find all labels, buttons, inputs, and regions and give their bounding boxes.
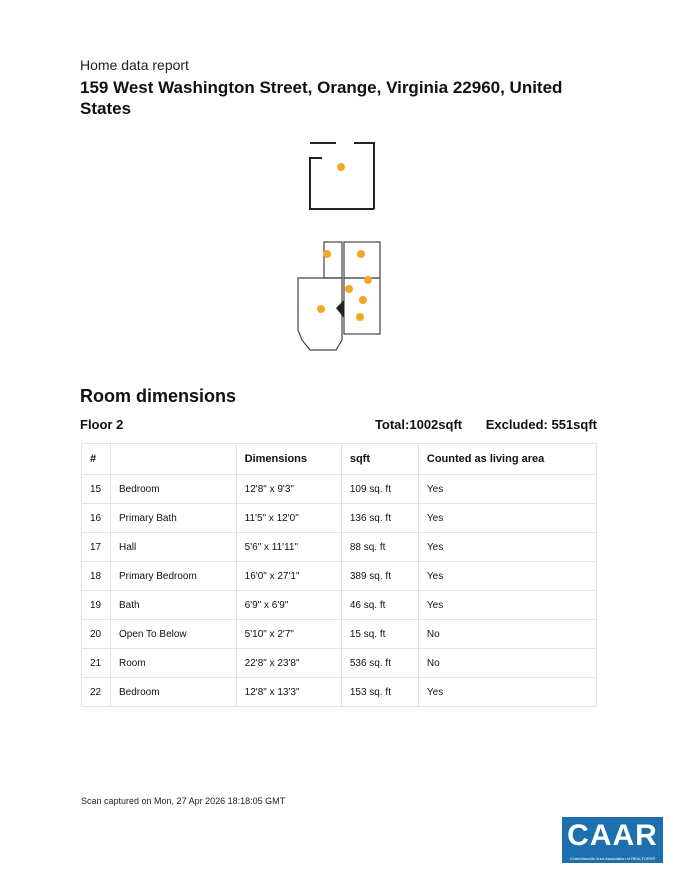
- cell-living-area: Yes: [418, 591, 596, 620]
- room-dimensions-heading: Room dimensions: [80, 386, 237, 406]
- logo-text: CAAR: [567, 819, 658, 852]
- cell-room-name: Open To Below: [111, 620, 237, 649]
- cell-dimensions: 5'10" x 2'7": [236, 620, 341, 649]
- cell-number: 16: [82, 504, 111, 533]
- room-marker-21: [337, 163, 345, 171]
- property-address: 159 West Washington Street, Orange, Virginia 22960, United States: [80, 78, 563, 118]
- cell-dimensions: 5'6" x 11'11": [236, 533, 341, 562]
- cell-room-name: Room: [111, 649, 237, 678]
- cell-room-name: Bedroom: [111, 678, 237, 707]
- room-marker-17: [345, 285, 353, 293]
- caar-logo: [562, 817, 663, 863]
- cell-room-name: Bedroom: [111, 475, 237, 504]
- cell-living-area: No: [418, 649, 596, 678]
- cell-sqft: 15 sq. ft: [341, 620, 418, 649]
- room-marker-20: [359, 296, 367, 304]
- table-row: [82, 533, 597, 562]
- table-row: [82, 562, 597, 591]
- cell-room-name: Bath: [111, 591, 237, 620]
- table-row: [82, 591, 597, 620]
- cell-living-area: Yes: [418, 562, 596, 591]
- cell-dimensions: 11'5" x 12'0": [236, 504, 341, 533]
- cell-number: 22: [82, 678, 111, 707]
- floor-plan: [290, 140, 400, 360]
- cell-sqft: 46 sq. ft: [341, 591, 418, 620]
- table-row: [82, 475, 597, 504]
- cell-living-area: Yes: [418, 504, 596, 533]
- cell-dimensions: 12'8" x 13'3": [236, 678, 341, 707]
- column-header-room: [111, 444, 237, 475]
- column-header-dimensions: Dimensions: [236, 444, 341, 475]
- cell-room-name: Primary Bedroom: [111, 562, 237, 591]
- cell-living-area: Yes: [418, 533, 596, 562]
- table-row: [82, 649, 597, 678]
- cell-dimensions: 12'8" x 9'3": [236, 475, 341, 504]
- column-header-number: #: [82, 444, 111, 475]
- room-marker-19: [364, 276, 372, 284]
- report-subtitle: Home data report: [80, 57, 189, 73]
- room-marker-22: [356, 313, 364, 321]
- room-marker-16: [323, 250, 331, 258]
- cell-number: 17: [82, 533, 111, 562]
- table-header-row: [82, 444, 597, 475]
- scan-timestamp: Scan captured on Mon, 27 Apr 2026 18:18:05 GMT: [81, 796, 286, 806]
- table-row: [82, 620, 597, 649]
- cell-number: 21: [82, 649, 111, 678]
- cell-dimensions: 6'9" x 6'9": [236, 591, 341, 620]
- table-row: [82, 504, 597, 533]
- cell-sqft: 153 sq. ft: [341, 678, 418, 707]
- cell-number: 19: [82, 591, 111, 620]
- room-marker-15: [357, 250, 365, 258]
- logo-tagline: Charlottesville Area Association of REALTORS®: [569, 856, 656, 861]
- room-marker-18: [317, 305, 325, 313]
- cell-number: 18: [82, 562, 111, 591]
- floor-2-outline: [298, 242, 380, 350]
- table-row: [82, 678, 597, 707]
- cell-sqft: 109 sq. ft: [341, 475, 418, 504]
- room-dimensions-table: [81, 443, 597, 707]
- area-totals: [355, 417, 597, 432]
- cell-number: 20: [82, 620, 111, 649]
- cell-living-area: Yes: [418, 678, 596, 707]
- cell-room-name: Primary Bath: [111, 504, 237, 533]
- cell-sqft: 389 sq. ft: [341, 562, 418, 591]
- column-header-living-area: Counted as living area: [418, 444, 596, 475]
- cell-sqft: 136 sq. ft: [341, 504, 418, 533]
- cell-living-area: Yes: [418, 475, 596, 504]
- cell-sqft: 88 sq. ft: [341, 533, 418, 562]
- cell-dimensions: 16'0" x 27'1": [236, 562, 341, 591]
- total-area: Total:1002sqft: [374, 417, 463, 432]
- cell-room-name: Hall: [111, 533, 237, 562]
- cell-number: 15: [82, 475, 111, 504]
- cell-sqft: 536 sq. ft: [341, 649, 418, 678]
- floor-label: Floor 2: [80, 417, 124, 432]
- excluded-area: Excluded: 551sqft: [485, 417, 597, 432]
- cell-living-area: No: [418, 620, 596, 649]
- cell-dimensions: 22'8" x 23'8": [236, 649, 341, 678]
- room-21-outline: [310, 143, 374, 209]
- column-header-sqft: sqft: [341, 444, 418, 475]
